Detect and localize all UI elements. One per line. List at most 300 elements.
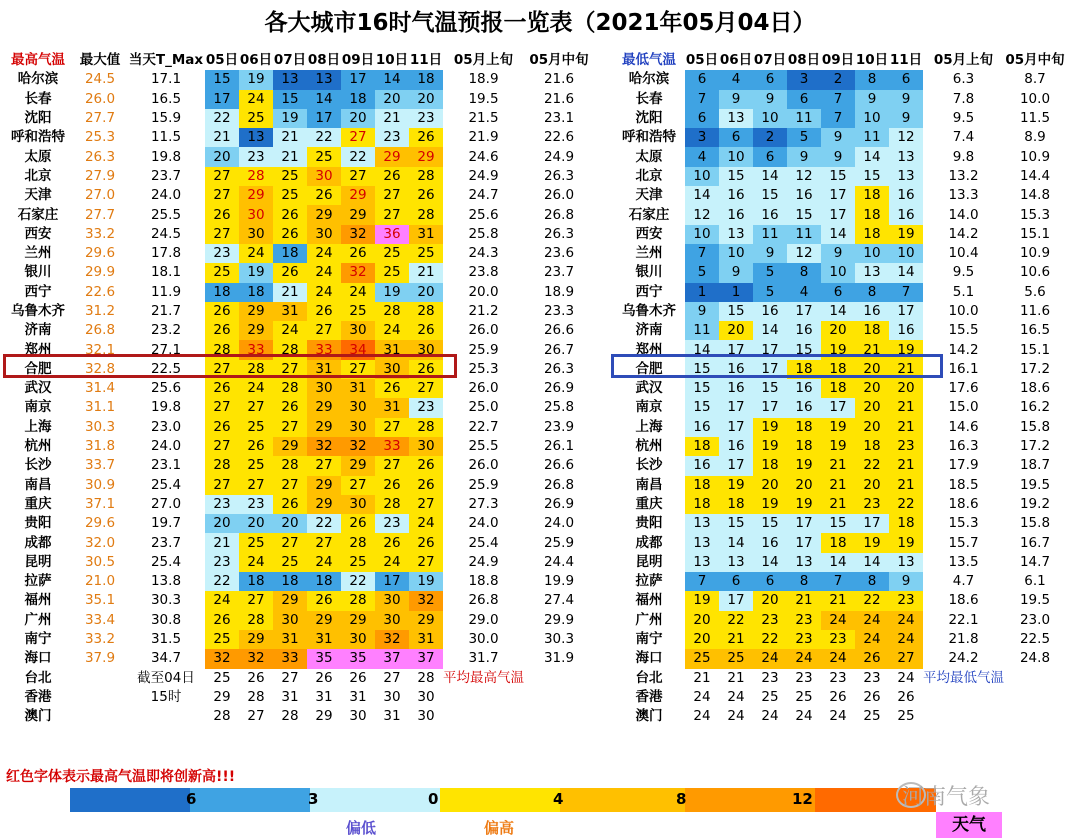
early-may-avg [923, 688, 1004, 707]
early-may-avg: 25.0 [468, 399, 499, 416]
early-may-avg: 29.0 [468, 611, 499, 628]
city-name: 武汉 [24, 380, 52, 397]
forecast-cell: 16 [719, 205, 753, 224]
early-may-avg: 平均最高气温 [443, 669, 524, 686]
forecast-cell: 17 [787, 514, 821, 533]
forecast-cell: 18 [205, 283, 239, 302]
forecast-cell: 21 [375, 109, 409, 128]
mid-may-avg: 19.5 [1019, 592, 1051, 609]
today-max: 34.7 [150, 650, 182, 667]
forecast-cell: 28 [417, 669, 435, 686]
forecast-cell: 15 [205, 70, 239, 89]
forecast-cell: 1 [685, 283, 719, 302]
forecast-cell: 14 [753, 167, 787, 186]
city-name: 西宁 [635, 283, 663, 300]
forecast-cell: 26 [409, 456, 443, 475]
city-name: 呼和浩特 [11, 129, 65, 146]
forecast-cell: 25 [375, 263, 409, 282]
table-row [613, 244, 1066, 263]
forecast-cell: 29 [273, 437, 307, 456]
forecast-cell: 18 [821, 379, 855, 398]
forecast-cell: 22 [307, 128, 341, 147]
early-may-avg: 26.0 [468, 380, 499, 397]
city-name: 太原 [24, 148, 52, 165]
forecast-cell: 29 [341, 205, 375, 224]
forecast-cell: 7 [685, 90, 719, 109]
city-name: 长沙 [635, 457, 663, 474]
early-may-avg: 17.9 [948, 457, 979, 474]
forecast-cell: 22 [205, 572, 239, 591]
today-max: 25.4 [150, 476, 182, 493]
max-value: 29.6 [84, 515, 116, 532]
max-value: 32.0 [84, 534, 116, 551]
column-header: 06日 [239, 52, 273, 69]
legend-high-label: 偏高 [484, 819, 515, 837]
forecast-cell: 2 [753, 128, 787, 147]
table-row [613, 263, 1066, 282]
forecast-cell: 9 [787, 147, 821, 166]
forecast-cell: 3 [685, 128, 719, 147]
table-row [3, 205, 594, 224]
forecast-cell: 17 [719, 340, 753, 359]
forecast-cell: 7 [821, 572, 855, 591]
max-value: 31.2 [84, 303, 116, 319]
mid-may-avg: 22.5 [1019, 631, 1051, 648]
mid-may-avg: 17.2 [1019, 438, 1051, 455]
table-row [613, 70, 1066, 89]
forecast-cell: 21 [821, 456, 855, 475]
forecast-cell: 17 [821, 205, 855, 224]
forecast-cell: 21 [855, 340, 889, 359]
forecast-cell: 6 [719, 128, 753, 147]
forecast-cell: 24 [821, 611, 855, 630]
mid-may-avg: 10.9 [1019, 245, 1051, 262]
forecast-cell: 27 [273, 360, 307, 379]
mid-may-avg: 15.8 [1019, 418, 1051, 435]
table-row [613, 186, 1066, 205]
forecast-cell: 15 [719, 514, 753, 533]
forecast-cell: 17 [719, 418, 753, 437]
forecast-cell: 13 [719, 225, 753, 244]
forecast-cell: 13 [889, 147, 923, 166]
forecast-cell: 19 [753, 437, 787, 456]
forecast-cell: 6 [753, 70, 787, 89]
forecast-cell: 14 [307, 90, 341, 109]
forecast-cell: 23 [761, 669, 779, 686]
forecast-cell: 24 [787, 649, 821, 668]
legend-segment [70, 788, 190, 812]
forecast-cell: 21 [889, 398, 923, 417]
forecast-cell: 31 [375, 340, 409, 359]
table-row [613, 495, 1066, 514]
mid-may-avg: 26.3 [543, 360, 575, 377]
city-name: 贵阳 [635, 515, 663, 532]
legend-tick: 8 [676, 790, 687, 808]
column-header: 10日 [855, 52, 889, 69]
mid-may-avg: 26.8 [543, 476, 575, 493]
forecast-cell: 15 [753, 514, 787, 533]
forecast-cell: 19 [753, 495, 787, 514]
forecast-cell: 26 [897, 688, 915, 705]
forecast-cell: 29 [341, 186, 375, 205]
forecast-cell: 24 [753, 649, 787, 668]
forecast-cell: 28 [239, 360, 273, 379]
mid-may-avg: 26.8 [543, 206, 575, 223]
mid-may-avg: 22.6 [543, 129, 575, 146]
city-name: 海口 [24, 650, 52, 667]
forecast-cell: 26 [205, 379, 239, 398]
forecast-cell: 19 [821, 418, 855, 437]
forecast-cell: 19 [855, 533, 889, 552]
forecast-cell: 14 [821, 225, 855, 244]
forecast-cell: 9 [753, 244, 787, 263]
city-name: 太原 [635, 148, 663, 165]
forecast-cell: 19 [375, 283, 409, 302]
max-value: 31.4 [84, 380, 116, 397]
max-value: 35.1 [84, 592, 116, 609]
column-header: 05月上旬 [933, 52, 994, 69]
mid-may-avg: 5.6 [1024, 283, 1046, 300]
table-row [613, 302, 1066, 321]
forecast-cell: 10 [719, 244, 753, 263]
forecast-cell: 13 [855, 263, 889, 282]
forecast-cell: 15 [719, 302, 753, 321]
forecast-cell: 15 [787, 205, 821, 224]
city-name: 哈尔滨 [17, 71, 59, 88]
today-max: 13.8 [150, 573, 182, 590]
forecast-cell: 7 [685, 572, 719, 591]
city-name: 上海 [24, 418, 52, 435]
forecast-cell: 28 [247, 688, 265, 705]
forecast-cell: 27 [205, 186, 239, 205]
forecast-cell: 30 [383, 688, 401, 705]
max-value [73, 688, 127, 707]
early-may-avg: 17.6 [948, 380, 979, 397]
today-max: 19.8 [150, 148, 182, 165]
forecast-cell: 21 [727, 669, 745, 686]
table-row [3, 437, 594, 456]
city-name: 昆明 [635, 553, 663, 570]
forecast-cell: 30 [375, 591, 409, 610]
forecast-cell: 26 [273, 263, 307, 282]
early-may-avg: 13.3 [948, 187, 979, 204]
early-may-avg: 14.0 [948, 206, 979, 223]
max-value: 30.5 [84, 553, 116, 570]
forecast-cell: 20 [205, 514, 239, 533]
forecast-cell: 19 [685, 591, 719, 610]
forecast-cell: 11 [685, 321, 719, 340]
mid-may-avg: 10.0 [1019, 90, 1051, 107]
table-row [613, 283, 1066, 302]
city-name: 武汉 [635, 380, 663, 397]
early-may-avg: 26.0 [468, 322, 499, 339]
forecast-cell: 30 [341, 495, 375, 514]
forecast-cell: 15 [855, 167, 889, 186]
max-value: 29.9 [84, 264, 116, 281]
forecast-cell: 14 [855, 553, 889, 572]
forecast-cell: 24 [693, 688, 711, 705]
mid-may-avg: 19.2 [1019, 495, 1051, 512]
mid-may-avg: 19.5 [1019, 476, 1051, 493]
forecast-cell: 30 [273, 611, 307, 630]
table-row [3, 476, 594, 495]
forecast-cell: 13 [889, 167, 923, 186]
max-value: 26.8 [84, 322, 116, 339]
table-row [3, 379, 594, 398]
city-name: 香港 [24, 688, 52, 705]
column-header: 11日 [409, 52, 443, 69]
forecast-cell: 15 [753, 186, 787, 205]
forecast-cell: 37 [375, 649, 409, 668]
forecast-cell: 31 [349, 688, 367, 705]
forecast-cell: 21 [273, 128, 307, 147]
forecast-cell: 26 [375, 476, 409, 495]
early-may-avg: 24.9 [468, 167, 499, 184]
forecast-cell: 31 [307, 360, 341, 379]
early-may-avg: 9.8 [952, 148, 975, 165]
forecast-cell: 15 [685, 398, 719, 417]
table-row [613, 630, 1066, 649]
column-header: 09日 [341, 52, 375, 69]
early-may-avg: 25.6 [468, 206, 499, 223]
forecast-cell: 6 [889, 70, 923, 89]
early-may-avg: 21.5 [468, 110, 499, 127]
city-name: 长春 [635, 90, 663, 107]
forecast-cell: 17 [375, 572, 409, 591]
forecast-cell: 10 [719, 147, 753, 166]
forecast-cell: 16 [889, 205, 923, 224]
forecast-cell: 28 [341, 533, 375, 552]
forecast-cell: 23 [787, 611, 821, 630]
forecast-cell: 25 [205, 263, 239, 282]
forecast-cell: 16 [753, 533, 787, 552]
mid-may-avg: 18.9 [543, 283, 575, 300]
mid-may-avg: 11.6 [1019, 303, 1051, 319]
forecast-cell: 30 [409, 340, 443, 359]
max-value: 33.4 [84, 611, 116, 628]
mid-may-avg: 16.7 [1019, 534, 1051, 551]
table-row [613, 553, 1066, 572]
mid-may-avg: 18.6 [1019, 380, 1051, 397]
forecast-cell: 17 [855, 514, 889, 533]
forecast-cell: 28 [375, 495, 409, 514]
table-row [3, 167, 594, 186]
today-max: 30.3 [150, 592, 182, 609]
early-may-avg: 25.4 [468, 534, 499, 551]
early-may-avg: 16.1 [948, 360, 979, 377]
table-row [3, 572, 594, 591]
table-row [3, 225, 594, 244]
forecast-cell: 24 [307, 263, 341, 282]
forecast-cell: 25 [375, 244, 409, 263]
forecast-cell: 28 [409, 418, 443, 437]
forecast-cell: 21 [821, 476, 855, 495]
table-header-row [613, 51, 1066, 70]
forecast-cell: 30 [341, 398, 375, 417]
forecast-cell: 25 [409, 244, 443, 263]
forecast-cell: 11 [787, 109, 821, 128]
city-name: 重庆 [635, 495, 663, 512]
today-max: 19.7 [150, 515, 182, 532]
forecast-cell: 13 [239, 128, 273, 147]
table-row [3, 707, 594, 726]
forecast-cell: 28 [213, 708, 231, 725]
forecast-cell: 24 [375, 553, 409, 572]
forecast-cell: 8 [855, 70, 889, 89]
mid-may-avg: 25.8 [543, 399, 575, 416]
forecast-cell: 22 [855, 456, 889, 475]
city-name: 上海 [635, 418, 663, 435]
forecast-cell: 12 [787, 167, 821, 186]
forecast-cell: 17 [341, 70, 375, 89]
early-may-avg: 26.8 [468, 592, 499, 609]
forecast-cell: 12 [787, 244, 821, 263]
forecast-cell: 28 [273, 456, 307, 475]
forecast-cell: 15 [719, 167, 753, 186]
forecast-cell: 18 [239, 283, 273, 302]
forecast-cell: 32 [341, 437, 375, 456]
forecast-cell: 20 [855, 418, 889, 437]
max-value [73, 707, 127, 726]
forecast-cell: 19 [787, 495, 821, 514]
mid-may-avg [524, 707, 594, 726]
early-may-avg: 4.7 [952, 573, 975, 590]
forecast-cell: 6 [787, 90, 821, 109]
mid-may-avg [1004, 707, 1066, 726]
forecast-cell: 28 [341, 591, 375, 610]
forecast-cell: 22 [719, 611, 753, 630]
table-row [3, 283, 594, 302]
mid-may-avg: 26.3 [543, 167, 575, 184]
early-may-avg: 13.5 [948, 553, 979, 570]
forecast-cell: 17 [719, 456, 753, 475]
forecast-cell: 6 [753, 147, 787, 166]
forecast-cell: 25 [213, 669, 231, 686]
forecast-cell: 29 [307, 418, 341, 437]
mid-may-avg: 17.2 [1019, 360, 1051, 377]
forecast-cell: 26 [829, 688, 847, 705]
forecast-cell: 6 [685, 70, 719, 89]
table-row [3, 591, 594, 610]
forecast-cell: 6 [753, 572, 787, 591]
forecast-cell: 8 [855, 572, 889, 591]
early-may-avg: 14.2 [948, 225, 979, 242]
forecast-cell: 20 [341, 109, 375, 128]
today-max: 24.0 [150, 187, 182, 204]
city-name: 北京 [24, 167, 52, 184]
zhengzhou-highlight-max [3, 354, 457, 378]
city-name: 拉萨 [635, 573, 663, 590]
city-name: 长沙 [24, 457, 52, 474]
forecast-cell: 18 [273, 244, 307, 263]
city-name: 澳门 [635, 708, 663, 725]
forecast-cell: 18 [239, 572, 273, 591]
forecast-cell: 18 [787, 418, 821, 437]
forecast-cell: 6 [719, 572, 753, 591]
forecast-cell: 22 [753, 630, 787, 649]
forecast-cell: 21 [889, 360, 923, 379]
max-value [73, 669, 127, 688]
forecast-cell: 16 [719, 437, 753, 456]
forecast-cell: 34 [341, 340, 375, 359]
forecast-cell: 22 [855, 591, 889, 610]
forecast-cell: 26 [409, 321, 443, 340]
forecast-cell: 23 [829, 669, 847, 686]
forecast-cell: 20 [821, 321, 855, 340]
forecast-cell: 17 [821, 186, 855, 205]
forecast-cell: 25 [863, 708, 881, 725]
forecast-cell: 27 [341, 167, 375, 186]
max-value: 27.7 [84, 110, 116, 127]
forecast-cell: 31 [375, 398, 409, 417]
forecast-cell: 14 [821, 302, 855, 321]
forecast-cell: 35 [341, 649, 375, 668]
forecast-cell: 23 [239, 147, 273, 166]
column-header: 05月中旬 [1005, 52, 1065, 69]
forecast-cell: 10 [685, 167, 719, 186]
forecast-cell: 16 [685, 418, 719, 437]
forecast-cell: 25 [795, 688, 813, 705]
table-row [613, 533, 1066, 552]
column-header: 05月上旬 [453, 52, 514, 69]
forecast-cell: 29 [239, 186, 273, 205]
forecast-cell: 30 [417, 688, 435, 705]
forecast-cell: 32 [205, 649, 239, 668]
today-max: 21.7 [150, 303, 182, 319]
forecast-cell: 26 [239, 437, 273, 456]
forecast-cell: 25 [685, 649, 719, 668]
forecast-cell: 20 [205, 147, 239, 166]
forecast-cell: 15 [685, 360, 719, 379]
forecast-cell: 20 [855, 379, 889, 398]
forecast-cell: 18 [787, 437, 821, 456]
legend-segment [440, 788, 560, 812]
forecast-cell: 27 [239, 398, 273, 417]
forecast-cell: 27 [205, 225, 239, 244]
forecast-cell: 16 [719, 379, 753, 398]
forecast-cell: 24 [341, 283, 375, 302]
forecast-cell: 13 [273, 70, 307, 89]
table-row [613, 205, 1066, 224]
city-name: 石家庄 [17, 206, 59, 223]
forecast-cell: 7 [821, 109, 855, 128]
forecast-cell: 23 [855, 495, 889, 514]
today-max: 23.7 [150, 167, 182, 184]
max-value: 22.6 [84, 283, 116, 300]
city-name: 济南 [635, 322, 663, 339]
forecast-cell: 9 [889, 572, 923, 591]
forecast-cell: 17 [307, 109, 341, 128]
mid-may-avg: 26.3 [543, 225, 575, 242]
legend-segment [190, 788, 310, 812]
early-may-avg: 21.8 [948, 631, 979, 648]
forecast-cell: 28 [409, 302, 443, 321]
forecast-cell: 26 [205, 205, 239, 224]
forecast-cell: 9 [855, 90, 889, 109]
early-may-avg: 5.1 [952, 283, 975, 300]
forecast-cell: 9 [821, 244, 855, 263]
forecast-cell: 23 [889, 591, 923, 610]
mid-may-avg: 15.8 [1019, 515, 1051, 532]
early-may-avg: 25.9 [468, 341, 499, 358]
mid-may-avg [1004, 669, 1066, 688]
forecast-cell: 30 [239, 205, 273, 224]
forecast-cell: 27 [239, 476, 273, 495]
column-header: 09日 [821, 52, 855, 69]
mid-may-avg: 23.1 [543, 110, 575, 127]
forecast-cell: 21 [889, 456, 923, 475]
forecast-cell: 23 [375, 514, 409, 533]
